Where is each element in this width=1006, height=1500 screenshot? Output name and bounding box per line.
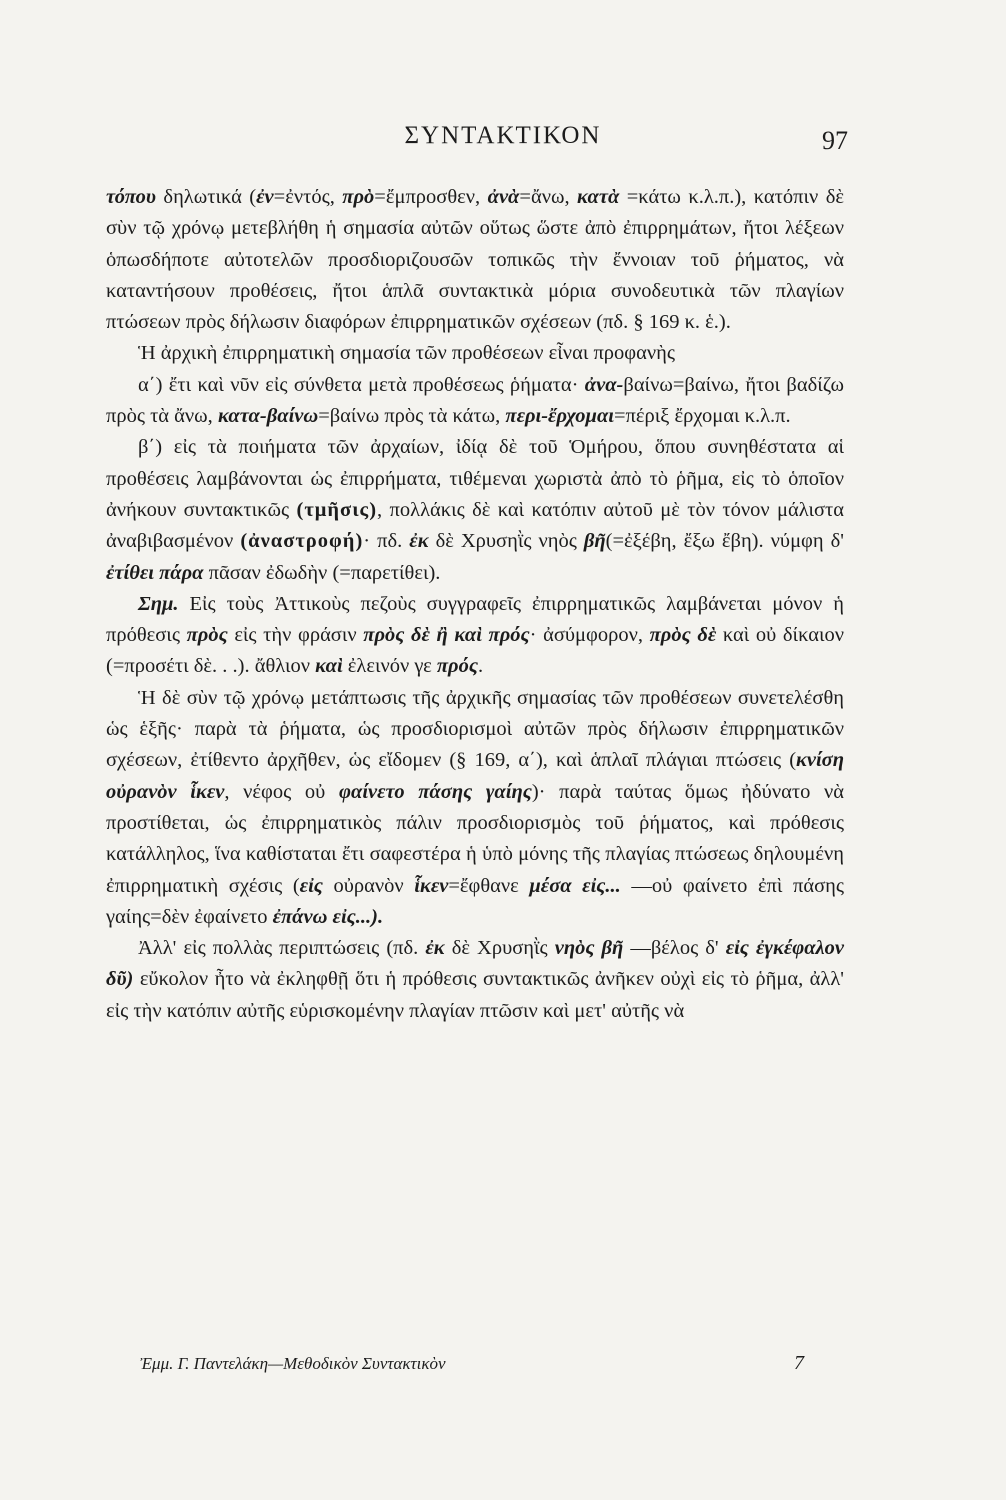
- text-run: =ἐντός,: [273, 186, 343, 208]
- paragraph-1: [106, 182, 844, 338]
- emphasis-pros-de: πρὸς δὲ ἢ καὶ πρός: [363, 624, 530, 647]
- text-run: =κάτω κ.λ.π.), κατόπιν δὲ σὺν τῷ χρόνῳ μετεβλήθη ἡ σημασία αὐτῶν οὕτως ὥστε ἀπὸ ἐπιρρημάτων, ἤτοι λέξεων ὁπωσδήποτε αὐτοτελῶν προσδιοριζουσῶν τοπικῶς τὴν ἔννοιαν τοῦ ῥήματος, νὰ καταντήσουν προθέσεις, ἤτοι ἁπλᾶ συντακτικὰ μόρια συνοδευτικὰ τῶν πλαγίων πτώσεων πρὸς δήλωσιν διαφόρων ἐπιρρηματικῶν σχέσεων (πδ. § 169 κ. ἑ.).: [106, 186, 844, 334]
- paragraph-3: [106, 370, 844, 433]
- text-run: , νέφος οὐ: [224, 780, 339, 803]
- emphasis-katabaino: κατα-βαίνω: [217, 405, 319, 428]
- emphasis-ek-2: ἐκ: [425, 937, 445, 960]
- emphasis-phaineto: φαίνετο πάσης γαίης: [338, 780, 532, 803]
- text-run: Ἀλλ' εἰς πολλὰς περιπτώσεις (πδ.: [138, 937, 426, 960]
- emphasis-pros-2: πρός: [436, 655, 478, 678]
- emphasis-topou: τόπου: [106, 186, 156, 208]
- emphasis-iken: ἷκεν: [414, 874, 449, 897]
- emphasis-pros: πρὸς: [186, 624, 228, 647]
- body-text: [106, 182, 844, 1027]
- emphasis-en: ἐν: [256, 186, 274, 208]
- spaced-anastrophe: (ἀναστροφή): [240, 530, 364, 553]
- text-run: εὔκολον ἦτο νὰ ἐκληφθῇ ὅτι ἡ πρόθεσις συντακτικῶς ἀνῆκεν οὐχὶ εἰς τὸ ῥῆμα, ἀλλ' εἰς τὴν κατόπιν αὐτῆς εὑρισκομένην πλαγίαν πτῶσιν καὶ μετ' αὐτῆς νὰ: [106, 968, 844, 1022]
- text-run: · ἀσύμφορον,: [529, 624, 650, 647]
- emphasis-eis: εἰς: [299, 874, 323, 897]
- emphasis-ana: ἀνὰ: [487, 186, 520, 208]
- paragraph-5-note: [106, 589, 844, 683]
- text-run: Εἰς τοὺς Ἀττικοὺς πεζοὺς συγγραφεῖς ἐπιρρηματικῶς λαμβάνεται μόνον ἡ πρόθεσις: [106, 592, 844, 647]
- paragraph-6: [106, 683, 844, 933]
- emphasis-pro: πρὸ: [342, 186, 375, 208]
- text-run: —οὐ φαίνετο ἐπὶ πάσης γαίης=δὲν ἐφαίνετο: [106, 874, 844, 928]
- page-footer: [140, 1354, 840, 1384]
- emphasis-knise: κνίση οὐρανὸν ἷκεν: [106, 749, 844, 803]
- text-run: =βαίνω πρὸς τὰ κάτω,: [318, 405, 506, 428]
- emphasis-epano-eis: ἐπάνω εἰς...).: [272, 905, 384, 928]
- text-run: δὲ Χρυσηῒς: [444, 937, 555, 960]
- emphasis-mesa-eis: μέσα εἰς...: [529, 874, 621, 897]
- text-run: καὶ οὐ δίκαιον (=προσέτι δὲ. . .). ἄθλιον: [106, 624, 845, 678]
- text-run: βαίνω=βαίνω, ἤτοι βαδίζω πρὸς τὰ ἄνω,: [106, 373, 844, 428]
- text-run: .: [477, 655, 484, 678]
- text-run: =ἔφθανε: [448, 874, 530, 897]
- text-run: εἰς τὴν φράσιν: [227, 624, 364, 647]
- footer-credit: Ἐμμ. Γ. Παντελάκη—Μεθοδικὸν Συντακτικὸν: [140, 1354, 446, 1373]
- text-run: )· παρὰ ταύτας ὅμως ἠδύνατο νὰ προστίθεται, ὡς ἐπιρρηματικὸς πάλιν προσδιορισμὸς τοῦ ῥήματος, καὶ πρόθεσις κατάλληλος, ἵνα καθίσταται ἔτι σαφεστέρα ἡ ὑπὸ μόνης τῆς πλαγίας πτώσεως δηλουμένη ἐπιρρηματικὴ σχέσις (: [106, 780, 845, 897]
- paragraph-2: Ἡ ἀρχικὴ ἐπιρρηματικὴ σημασία τῶν προθέσεων εἶναι προφανὴς: [138, 342, 675, 365]
- spaced-tmesis: (τμῆσις): [296, 498, 378, 521]
- text-run: α΄) ἔτι καὶ νῦν εἰς σύνθετα μετὰ προθέσεως ῥήματα·: [138, 373, 585, 396]
- text-run: =ἔμπροσθεν,: [374, 186, 488, 208]
- emphasis-pros-de-2: πρὸς δὲ: [649, 624, 717, 647]
- note-label: Σημ.: [138, 592, 179, 615]
- text-run: —βέλος δ': [623, 937, 726, 960]
- text-run: ἐλεινόν γε: [342, 655, 437, 678]
- emphasis-neos-be: νηὸς βῆ: [554, 937, 624, 960]
- emphasis-be: βῆ: [583, 530, 606, 553]
- emphasis-perierchomai: περι-ἔρχομαι: [505, 405, 614, 428]
- emphasis-kata: κατὰ: [577, 186, 620, 208]
- text-run: δηλωτικά (: [155, 186, 257, 208]
- running-title: ΣΥΝΤΑΚΤΙΚΟΝ: [404, 122, 602, 149]
- text-run: οὐρανὸν: [322, 874, 415, 897]
- emphasis-etithei-para: ἐτίθει πάρα: [106, 561, 204, 584]
- text-run: πᾶσαν ἐδωδὴν (=παρετίθει).: [203, 561, 441, 584]
- running-head: [0, 118, 1006, 158]
- text-run: (=ἐξέβη, ἔξω ἔβη). νύμφη δ': [605, 530, 844, 553]
- text-run: Ἡ δὲ σὺν τῷ χρόνῳ μετάπτωσις τῆς ἀρχικῆς σημασίας τῶν προθέσεων συνετελέσθη ὡς ἑξῆς· παρὰ τὰ ῥήματα, ὡς προσδιορισμοὶ αὐτῶν πρὸς δήλωσιν ἐπιρρηματικῶν σχέσεων, ἐτίθεντο ἀρχῆθεν, ὡς εἴδομεν (§ 169, α΄), καὶ ἁπλαῖ πλάγιαι πτώσεις (: [106, 686, 844, 772]
- signature-mark: 7: [794, 1352, 804, 1374]
- emphasis-ek: ἐκ: [409, 530, 429, 553]
- text-run: =πέριξ ἔρχομαι κ.λ.π.: [613, 405, 791, 428]
- emphasis-kai: καὶ: [315, 655, 343, 678]
- emphasis-eis-enkephalon: εἰς ἐγκέφαλον δῦ): [106, 937, 845, 991]
- text-run: , πολλάκις δὲ καὶ κατόπιν αὐτοῦ μὲ τὸν τόνον μάλιστα ἀναβιβασμένον: [106, 498, 844, 553]
- page-number: 97: [822, 126, 848, 155]
- paragraph-4: [106, 432, 844, 588]
- text-run: =ἄνω,: [519, 186, 578, 208]
- text-run: δὲ Χρυσηῒς νηὸς: [428, 530, 584, 553]
- paragraph-7: [106, 933, 844, 1027]
- text-run: · πδ.: [363, 530, 410, 553]
- emphasis-anabaino: ἀνα-: [584, 373, 624, 396]
- text-run: β΄) εἰς τὰ ποιήματα τῶν ἀρχαίων, ἰδίᾳ δὲ τοῦ Ὁμήρου, ὅπου συνηθέστατα αἱ προθέσεις λαμβάνονται ὡς ἐπιρρήματα, τιθέμεναι χωριστὰ ἀπὸ τὸ ῥῆμα, εἰς τὸ ὁποῖον ἀνήκουν συντακτικῶς: [106, 436, 844, 521]
